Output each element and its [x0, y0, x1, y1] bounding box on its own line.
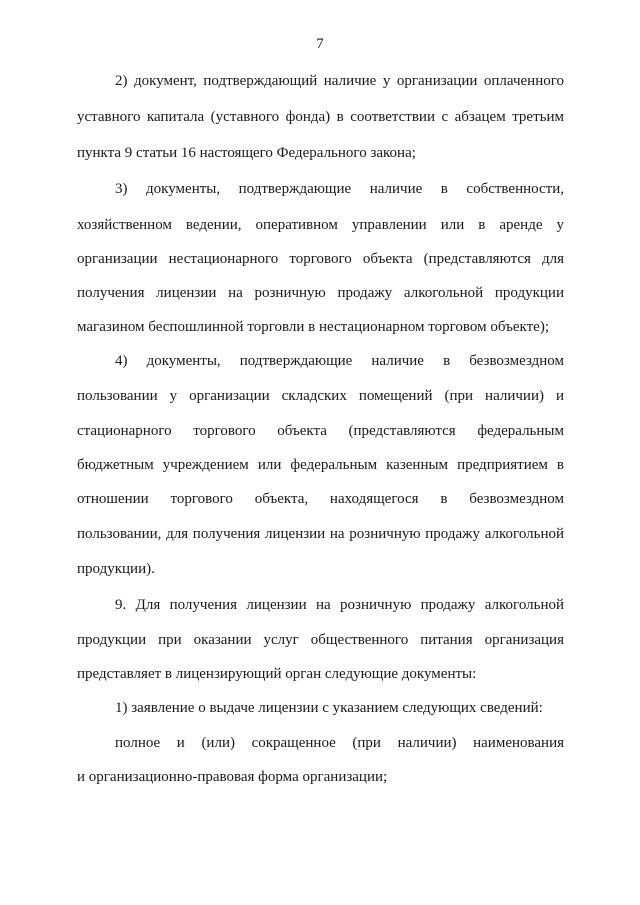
text-line: организации нестационарного торгового объекта (представляются для	[77, 251, 564, 267]
text-line: 4) документы, подтверждающие наличие в безвозмездном	[115, 353, 564, 369]
text-line: представляет в лицензирующий орган следующие документы:	[77, 666, 477, 682]
text-line: магазином беспошлинной торговли в нестационарном торговом объекте);	[77, 319, 550, 335]
text-line: полное и (или) сокращенное (при наличии) наименования	[115, 735, 564, 751]
text-line: 3) документы, подтверждающие наличие в собственности,	[115, 181, 564, 197]
text-line: уставного капитала (уставного фонда) в соответствии с абзацем третьим	[77, 109, 564, 125]
text-line: 1) заявление о выдаче лицензии с указанием следующих сведений:	[115, 700, 543, 716]
text-line: бюджетным учреждением или федеральным казенным предприятием в	[77, 457, 564, 473]
text-line: пользовании, для получения лицензии на розничную продажу алкогольной	[77, 526, 564, 542]
text-line: получения лицензии на розничную продажу алкогольной продукции	[77, 285, 564, 301]
text-line: пункта 9 статьи 16 настоящего Федерального закона;	[77, 145, 416, 161]
text-line: продукции при оказании услуг общественного питания организация	[77, 632, 564, 648]
text-line: 2) документ, подтверждающий наличие у организации оплаченного	[115, 73, 564, 89]
text-line: хозяйственном ведении, оперативном управлении или в аренде у	[77, 217, 564, 233]
text-line: пользовании у организации складских помещений (при наличии) и	[77, 388, 564, 404]
text-line: отношении торгового объекта, находящегося в безвозмездном	[77, 491, 564, 507]
text-line: и организационно-правовая форма организации;	[77, 769, 388, 785]
page-number: 7	[316, 36, 324, 52]
text-line: стационарного торгового объекта (представляются федеральным	[77, 423, 564, 439]
text-line: продукции).	[77, 561, 155, 577]
text-line: 9. Для получения лицензии на розничную продажу алкогольной	[115, 597, 564, 613]
